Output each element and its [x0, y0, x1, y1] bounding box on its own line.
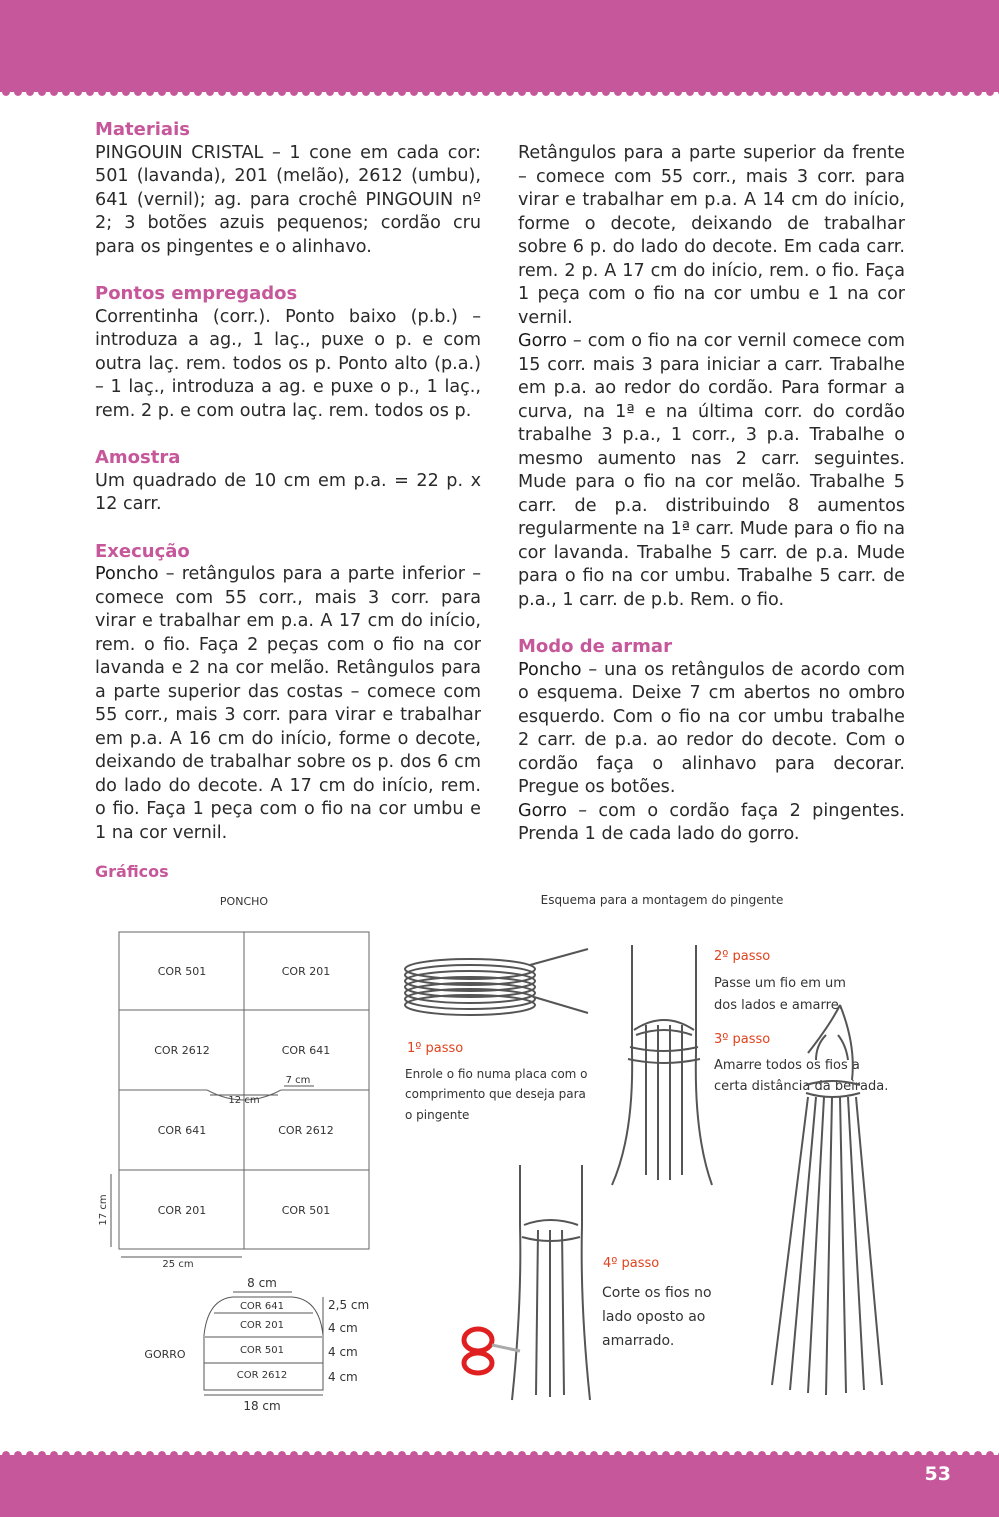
step2-line: Passe um fio em um — [714, 976, 846, 991]
poncho-dim-width: 25 cm — [162, 1259, 194, 1270]
page-number: 53 — [924, 1463, 951, 1485]
gorro-height: 4 cm — [328, 1321, 358, 1335]
execucao-lead: Poncho — [95, 564, 159, 584]
gorro-band: COR 641 — [239, 1301, 285, 1312]
poncho-cell: COR 2612 — [278, 1124, 334, 1137]
modo-heading: Modo de armar — [518, 636, 672, 657]
execucao-text — [95, 563, 481, 845]
gorro-height: 4 cm — [328, 1345, 358, 1359]
materiais-heading: Materiais — [95, 119, 190, 140]
gorro-top-width: 8 cm — [247, 1276, 277, 1290]
scissors-icon — [464, 1329, 520, 1373]
cut-bundle-illustration — [512, 1165, 590, 1400]
gorro-exec-section — [518, 330, 905, 612]
amostra-heading: Amostra — [95, 447, 181, 468]
step4-line: Corte os fios no — [602, 1285, 712, 1301]
frente-text: Retângulos para a parte superior da frente – comece com 55 corr., mais 3 corr. para virar e trabalhar em p.a. A 14 cm do início, forme o decote, deixando de trabalhar sobre 6 p. do lado do decote. Em cada carr. rem. 2 p. A 17 cm do início, rem. o fio. Faça 1 peça com o fio na cor umbu e 1 na cor vernil. — [518, 143, 905, 328]
bottom-band — [0, 1455, 999, 1517]
poncho-cell: COR 201 — [281, 965, 331, 978]
step2-title: 2º passo — [714, 949, 771, 964]
amostra-text: Um quadrado de 10 cm em p.a. = 22 p. x 12 carr. — [95, 470, 481, 514]
modo-gorro-lead: Gorro — [518, 800, 567, 821]
gorro-band: COR 501 — [239, 1345, 285, 1356]
pontos-section — [95, 282, 481, 423]
poncho-cell: COR 2612 — [154, 1044, 210, 1057]
materiais-section — [95, 118, 481, 259]
gorro-exec-text — [518, 330, 905, 612]
modo-poncho-text — [518, 659, 905, 800]
step3-line: certa distância da beirada. — [714, 1079, 889, 1094]
graficos-heading: Gráficos — [95, 862, 169, 881]
poncho-cell: COR 501 — [281, 1204, 331, 1217]
bottom-scallop-edge — [0, 1447, 999, 1455]
modo-section — [518, 635, 905, 847]
left-column — [95, 118, 481, 868]
gorro-height-labels — [328, 1298, 369, 1384]
poncho-dim-neck: 12 cm — [228, 1095, 260, 1106]
step3-line: Amarre todos os fios a — [714, 1058, 860, 1073]
modo-gorro-body: – com o cordão faça 2 pingentes. Prenda 1 de cada lado do gorro. — [518, 800, 905, 844]
step4-title: 4º passo — [603, 1256, 660, 1271]
step1-line: o pingente — [405, 1108, 470, 1122]
poncho-dimensions — [111, 1086, 314, 1257]
execucao-section — [95, 540, 481, 846]
yarn-coil-illustration — [405, 949, 588, 1015]
gorro-label: GORRO — [144, 1348, 186, 1361]
poncho-dim-height: 17 cm — [98, 1194, 109, 1226]
top-band — [0, 0, 999, 92]
gorro-bottom-width: 18 cm — [243, 1399, 281, 1413]
materiais-text: PINGOUIN CRISTAL – 1 cone em cada cor: 501 (lavanda), 201 (melão), 2612 (umbu), 641 (vernil); ag. para crochê PINGOUIN nº 2; 3 botões azuis pequenos; cordão cru para os pingentes e o alinhavo. — [95, 142, 481, 257]
execucao-body: – retângulos para a parte inferior – comece com 55 corr., mais 3 corr. para virar e trabalhar em p.a. A 17 cm do início, rem. o fio. Faça 2 peças com o fio na cor lavanda e 2 na cor melão. Retângulos para a parte superior das costas – comece com 55 corr., mais 3 corr. para virar e trabalhar em p.a. A 16 cm do início, forme o decote, deixando de trabalhar sobre os p. dos 6 cm do lado do decote. A 17 cm do início, rem. o fio. Faça 1 peça com o fio na cor umbu e 1 na cor vernil. — [95, 564, 481, 843]
poncho-grid — [119, 932, 369, 1249]
poncho-cell: COR 201 — [157, 1204, 207, 1217]
step4-line: lado oposto ao — [602, 1309, 706, 1325]
gorro-band: COR 2612 — [236, 1370, 288, 1381]
step1-text — [405, 1067, 588, 1122]
step3-title: 3º passo — [714, 1032, 771, 1047]
modo-poncho-body: – una os retângulos de acordo com o esquema. Deixe 7 cm abertos no ombro esquerdo. Com o fio na cor umbu trabalhe 2 carr. de p.a. ao redor do decote. Com o cordão faça o alinhavo para decorar. Pregue os botões. — [518, 659, 905, 797]
step1-title: 1º passo — [407, 1041, 464, 1056]
amostra-section — [95, 446, 481, 517]
right-column — [518, 142, 905, 870]
yarn-bundle-illustration — [612, 945, 712, 1185]
step1-line: Enrole o fio numa placa com o — [405, 1067, 588, 1081]
step2-text — [714, 976, 846, 1013]
poncho-title: PONCHO — [219, 895, 269, 908]
step2-line: dos lados e amarre. — [714, 998, 843, 1013]
gorro-height: 2,5 cm — [328, 1298, 370, 1312]
step4-line: amarrado. — [602, 1333, 675, 1349]
pontos-heading: Pontos empregados — [95, 283, 298, 304]
top-scallop-edge — [0, 92, 999, 100]
gorro-exec-body: – com o fio na cor vernil comece com 15 corr. mais 3 para iniciar a carr. Trabalhe em p.a. ao redor do cordão. Para formar a curva, na 1ª e na última corr. do cordão trabalhe 3 p.a., 1 corr., 3 p.a. Trabalhe o mesmo aumento nas 2 carr. seguintes. Mude para o fio na cor melão. Trabalhe 5 carr. de p.a. distribuindo 8 aumentos regularmente na 1ª carr. Mude para o fio na cor lavanda. Trabalhe 5 carr. de p.a. Mude para o fio na cor umbu. Trabalhe 5 carr. de p.a., 1 carr. de p.b. Rem. o fio. — [518, 331, 905, 610]
poncho-cell: COR 641 — [157, 1124, 207, 1137]
poncho-cell: COR 641 — [281, 1044, 331, 1057]
poncho-cell: COR 501 — [157, 965, 207, 978]
pontos-text: Correntinha (corr.). Ponto baixo (p.b.) – introduza a ag., 1 laç., puxe o p. e com outra laç. rem. todos os p. Ponto alto (p.a.) – 1 laç., introduza a ag. e puxe o p., 1 laç., rem. 2 p. e com outra laç. rem. todos os p. — [95, 306, 481, 421]
execucao-heading: Execução — [95, 540, 190, 562]
step4-text — [602, 1285, 712, 1349]
gorro-height: 4 cm — [328, 1370, 358, 1384]
gorro-exec-lead: Gorro — [518, 331, 567, 351]
poncho-dim-opening: 7 cm — [285, 1075, 311, 1086]
graficos-figure — [0, 885, 999, 1425]
pingente-title: Esquema para a montagem do pingente — [540, 893, 784, 907]
modo-poncho-lead: Poncho — [518, 659, 582, 680]
modo-gorro-text — [518, 800, 905, 847]
gorro-band: COR 201 — [239, 1320, 285, 1331]
step3-text — [714, 1058, 888, 1094]
step1-line: comprimento que deseja para — [405, 1087, 586, 1101]
